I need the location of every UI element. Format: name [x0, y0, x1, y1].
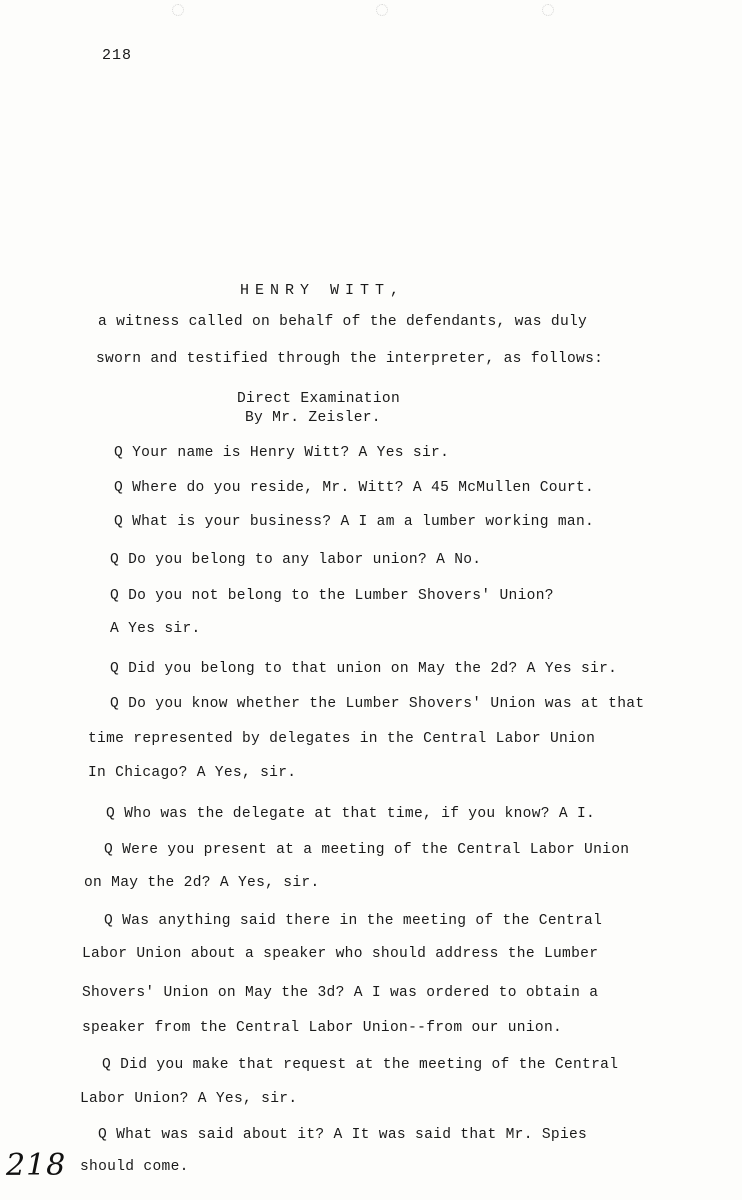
- testimony-line: Q What was said about it? A It was said that Mr. Spies: [98, 1127, 588, 1143]
- testimony-line: Q Where do you reside, Mr. Witt? A 45 McMullen Court.: [114, 480, 595, 496]
- testimony-line: Q Your name is Henry Witt? A Yes sir.: [114, 445, 450, 461]
- exam-title: Direct Examination: [237, 391, 401, 407]
- testimony-line: Shovers' Union on May the 3d? A I was ordered to obtain a: [82, 985, 599, 1001]
- testimony-line: Q Was anything said there in the meeting of the Central: [104, 913, 603, 929]
- testimony-line: Q Do you belong to any labor union? A No.: [110, 552, 482, 568]
- handwritten-page-number: 218: [6, 1148, 67, 1183]
- testimony-line: on May the 2d? A Yes, sir.: [84, 875, 320, 891]
- testimony-line: Q Did you make that request at the meeting of the Central: [102, 1057, 619, 1073]
- testimony-line: speaker from the Central Labor Union--from our union.: [82, 1020, 563, 1036]
- page-number: 218: [102, 47, 133, 64]
- testimony-line: Labor Union? A Yes, sir.: [80, 1091, 298, 1107]
- intro-line: sworn and testified through the interpreter, as follows:: [96, 351, 604, 367]
- testimony-line: Q What is your business? A I am a lumber working man.: [114, 514, 595, 530]
- testimony-line: Q Do you not belong to the Lumber Shovers' Union?: [110, 588, 554, 604]
- testimony-line: Q Do you know whether the Lumber Shovers' Union was at that: [110, 696, 645, 712]
- intro-line: a witness called on behalf of the defendants, was duly: [98, 314, 588, 330]
- testimony-line: time represented by delegates in the Central Labor Union: [88, 731, 596, 747]
- testimony-line: Q Did you belong to that union on May the 2d? A Yes sir.: [110, 661, 618, 677]
- paper-speck: [172, 4, 184, 16]
- witness-heading: HENRY WITT,: [240, 282, 406, 299]
- testimony-line: Labor Union about a speaker who should address the Lumber: [82, 946, 599, 962]
- paper-speck: [376, 4, 388, 16]
- testimony-line: Q Who was the delegate at that time, if you know? A I.: [106, 806, 596, 822]
- testimony-line: should come.: [80, 1159, 189, 1175]
- testimony-line: Q Were you present at a meeting of the Central Labor Union: [104, 842, 630, 858]
- exam-by: By Mr. Zeisler.: [245, 410, 381, 426]
- testimony-line: In Chicago? A Yes, sir.: [88, 765, 297, 781]
- testimony-line: A Yes sir.: [110, 621, 201, 637]
- paper-speck: [542, 4, 554, 16]
